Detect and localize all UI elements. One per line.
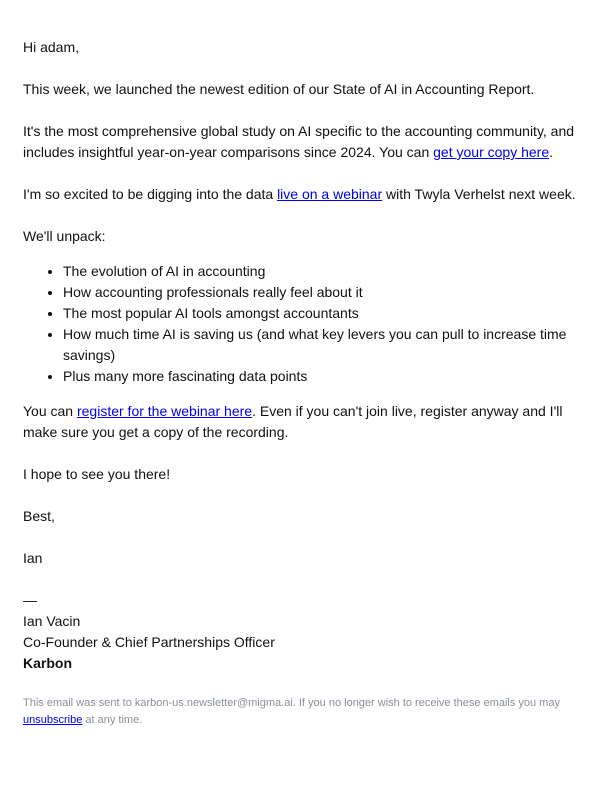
list-item: • The most popular AI tools amongst accountants <box>63 303 577 324</box>
get-copy-link[interactable]: get your copy here <box>433 144 550 160</box>
footer-notice <box>23 695 577 729</box>
register-paragraph <box>23 401 577 443</box>
webinar-text-end: with Twyla Verhelst next week. <box>382 186 576 202</box>
register-webinar-link[interactable]: register for the webinar here <box>76 403 253 419</box>
register-text: You can <box>23 403 77 419</box>
sender-first-name: Ian <box>23 550 43 566</box>
footer-text: This email was sent to karbon-us.newsletter@migma.ai. If you no longer wish to receive these emails you may <box>23 697 560 709</box>
signature-company: Karbon <box>23 655 72 671</box>
report-paragraph <box>23 121 577 163</box>
list-item: • Plus many more fascinating data points <box>63 366 577 387</box>
live-webinar-link[interactable]: live on a webinar <box>277 186 383 202</box>
list-item: • How much time AI is saving us (and what key levers you can pull to increase time savings) <box>63 324 577 366</box>
list-item: • How accounting professionals really feel about it <box>63 282 577 303</box>
unpack-heading: We'll unpack: <box>23 228 106 244</box>
signature-dash: — <box>23 592 37 608</box>
intro-paragraph: This week, we launched the newest edition of our State of AI in Accounting Report. <box>23 81 535 97</box>
hope-line: I hope to see you there! <box>23 466 171 482</box>
greeting: Hi adam, <box>23 39 80 55</box>
footer-text-end: at any time. <box>82 714 143 726</box>
signature-title: Co-Founder & Chief Partnerships Officer <box>23 634 275 650</box>
webinar-text: I'm so excited to be digging into the data <box>23 186 278 202</box>
signature-name: Ian Vacin <box>23 613 81 629</box>
report-text: It's the most comprehensive global study on AI specific to the accounting community, and includes insightful year-on-year comparisons since 2024. You can <box>23 123 575 160</box>
report-text-end: . <box>549 144 553 160</box>
topics-list <box>23 261 577 387</box>
signature-block <box>23 590 577 674</box>
webinar-paragraph <box>23 184 577 205</box>
unsubscribe-link[interactable]: unsubscribe <box>23 714 83 726</box>
signoff: Best, <box>23 508 55 524</box>
list-item: • The evolution of AI in accounting <box>63 261 577 282</box>
register-text-end: . Even if you can't join live, register anyway and I'll make sure you get a copy of the recording. <box>23 403 563 440</box>
